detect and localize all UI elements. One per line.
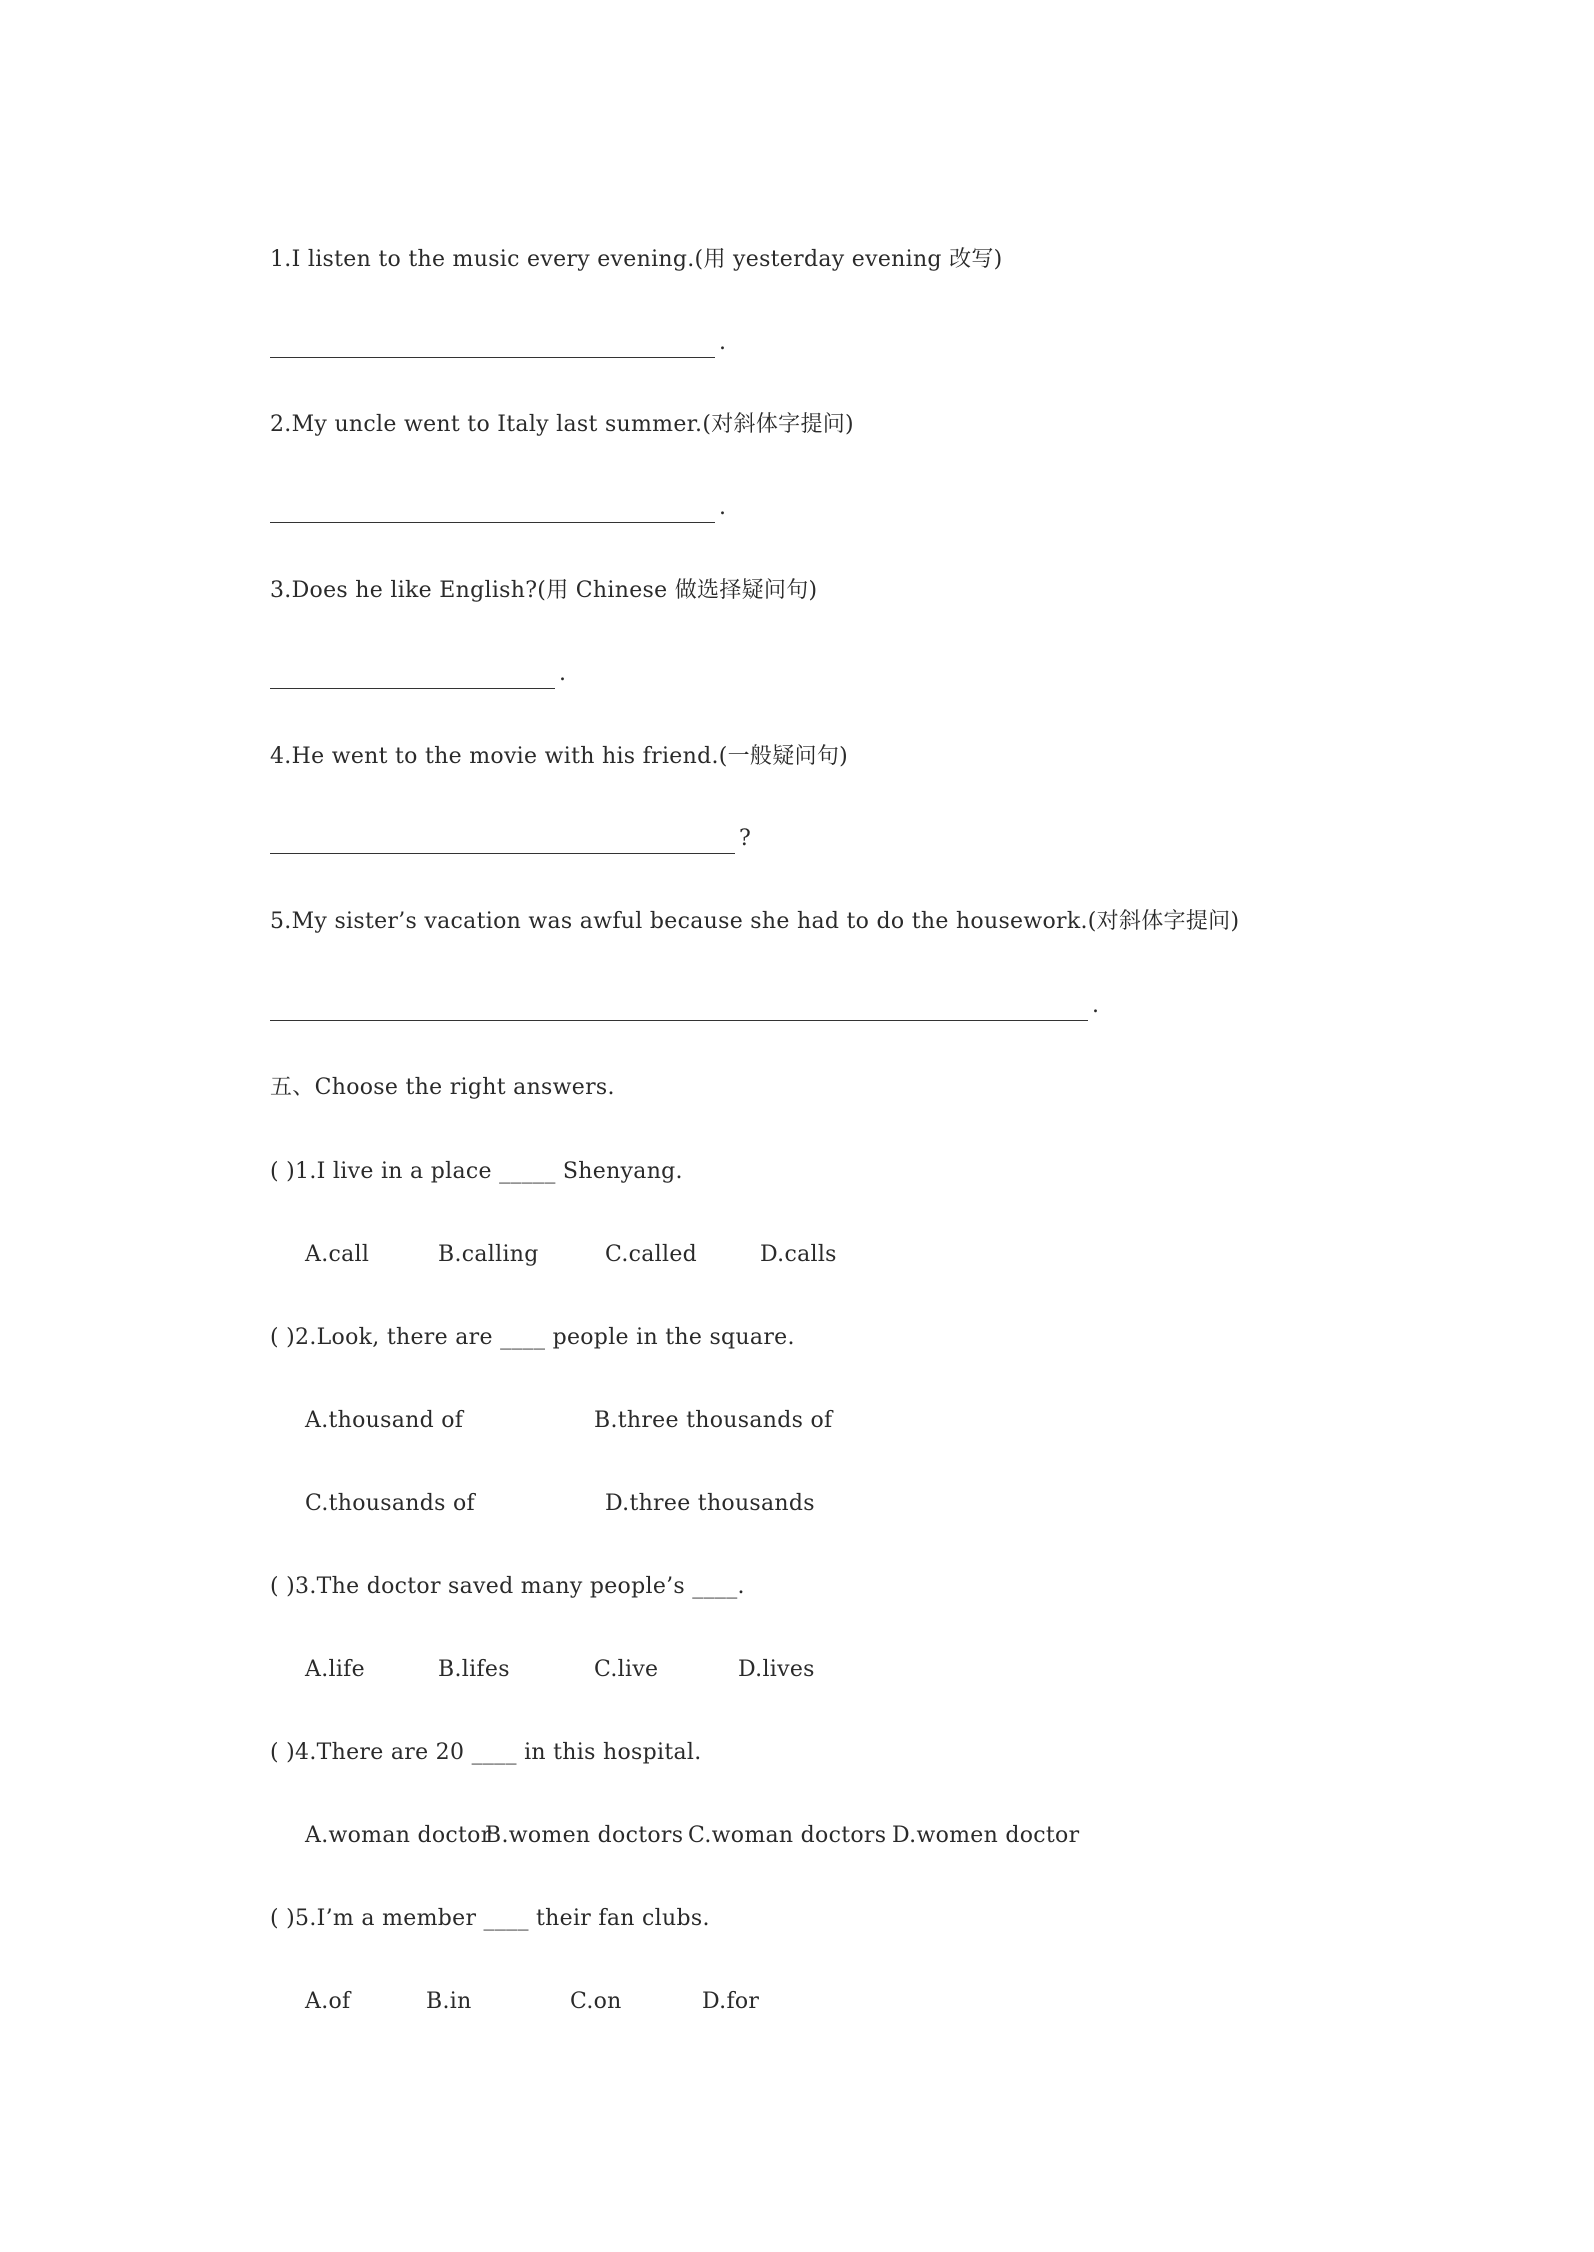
- answer-line-2[interactable]: [270, 493, 726, 523]
- answer-line-end: ?: [739, 826, 751, 851]
- rewrite-question-1: 1.I listen to the music every evening.(用 yesterday evening 改写): [270, 247, 1003, 272]
- mc-question-2: ( )2.Look, there are ____ people in the square.: [270, 1325, 795, 1350]
- answer-line-4[interactable]: [270, 824, 751, 854]
- mc-question-4: ( )4.There are 20 ____ in this hospital.: [270, 1740, 702, 1765]
- option-a[interactable]: A.life: [305, 1657, 365, 1682]
- rewrite-question-3: 3.Does he like English?(用 Chinese 做选择疑问句): [270, 578, 818, 603]
- option-d[interactable]: D.for: [702, 1989, 760, 2014]
- option-b[interactable]: B.women doctors: [485, 1823, 684, 1848]
- rewrite-question-2: 2.My uncle went to Italy last summer.(对斜体字提问): [270, 412, 854, 437]
- answer-line-end: .: [719, 495, 726, 520]
- option-c[interactable]: C.on: [570, 1989, 622, 2014]
- mc-question-5: ( )5.I’m a member ____ their fan clubs.: [270, 1906, 710, 1931]
- option-d[interactable]: D.women doctor: [892, 1823, 1080, 1848]
- option-d[interactable]: D.three thousands: [605, 1491, 815, 1516]
- answer-line-end: .: [719, 330, 726, 355]
- option-c[interactable]: C.thousands of: [305, 1491, 475, 1516]
- option-d[interactable]: D.calls: [760, 1242, 837, 1267]
- option-a[interactable]: A.call: [305, 1242, 370, 1267]
- option-c[interactable]: C.live: [594, 1657, 659, 1682]
- answer-blank[interactable]: [270, 337, 715, 358]
- answer-blank[interactable]: [270, 1000, 1088, 1021]
- option-b[interactable]: B.calling: [438, 1242, 539, 1267]
- option-a[interactable]: A.thousand of: [305, 1408, 464, 1433]
- option-b[interactable]: B.lifes: [438, 1657, 510, 1682]
- mc-question-1: ( )1.I live in a place _____ Shenyang.: [270, 1159, 683, 1184]
- rewrite-question-5: 5.My sister’s vacation was awful because she had to do the housework.(对斜体字提问): [270, 909, 1240, 934]
- option-a[interactable]: A.of: [305, 1989, 351, 2014]
- mc-question-3: ( )3.The doctor saved many people’s ____.: [270, 1574, 745, 1599]
- answer-line-end: .: [559, 661, 566, 686]
- option-b[interactable]: B.three thousands of: [594, 1408, 833, 1433]
- answer-line-3[interactable]: [270, 659, 566, 689]
- option-c[interactable]: C.called: [605, 1242, 698, 1267]
- rewrite-question-4: 4.He went to the movie with his friend.(一般疑问句): [270, 744, 849, 769]
- option-d[interactable]: D.lives: [738, 1657, 815, 1682]
- answer-blank[interactable]: [270, 502, 715, 523]
- option-a[interactable]: A.woman doctor: [305, 1823, 492, 1848]
- option-c[interactable]: C.woman doctors: [688, 1823, 887, 1848]
- answer-blank[interactable]: [270, 668, 555, 689]
- option-b[interactable]: B.in: [426, 1989, 472, 2014]
- section-heading: 五、Choose the right answers.: [270, 1075, 615, 1100]
- answer-line-end: .: [1092, 993, 1099, 1018]
- answer-line-1[interactable]: [270, 328, 726, 358]
- answer-line-5[interactable]: [270, 991, 1099, 1021]
- answer-blank[interactable]: [270, 833, 735, 854]
